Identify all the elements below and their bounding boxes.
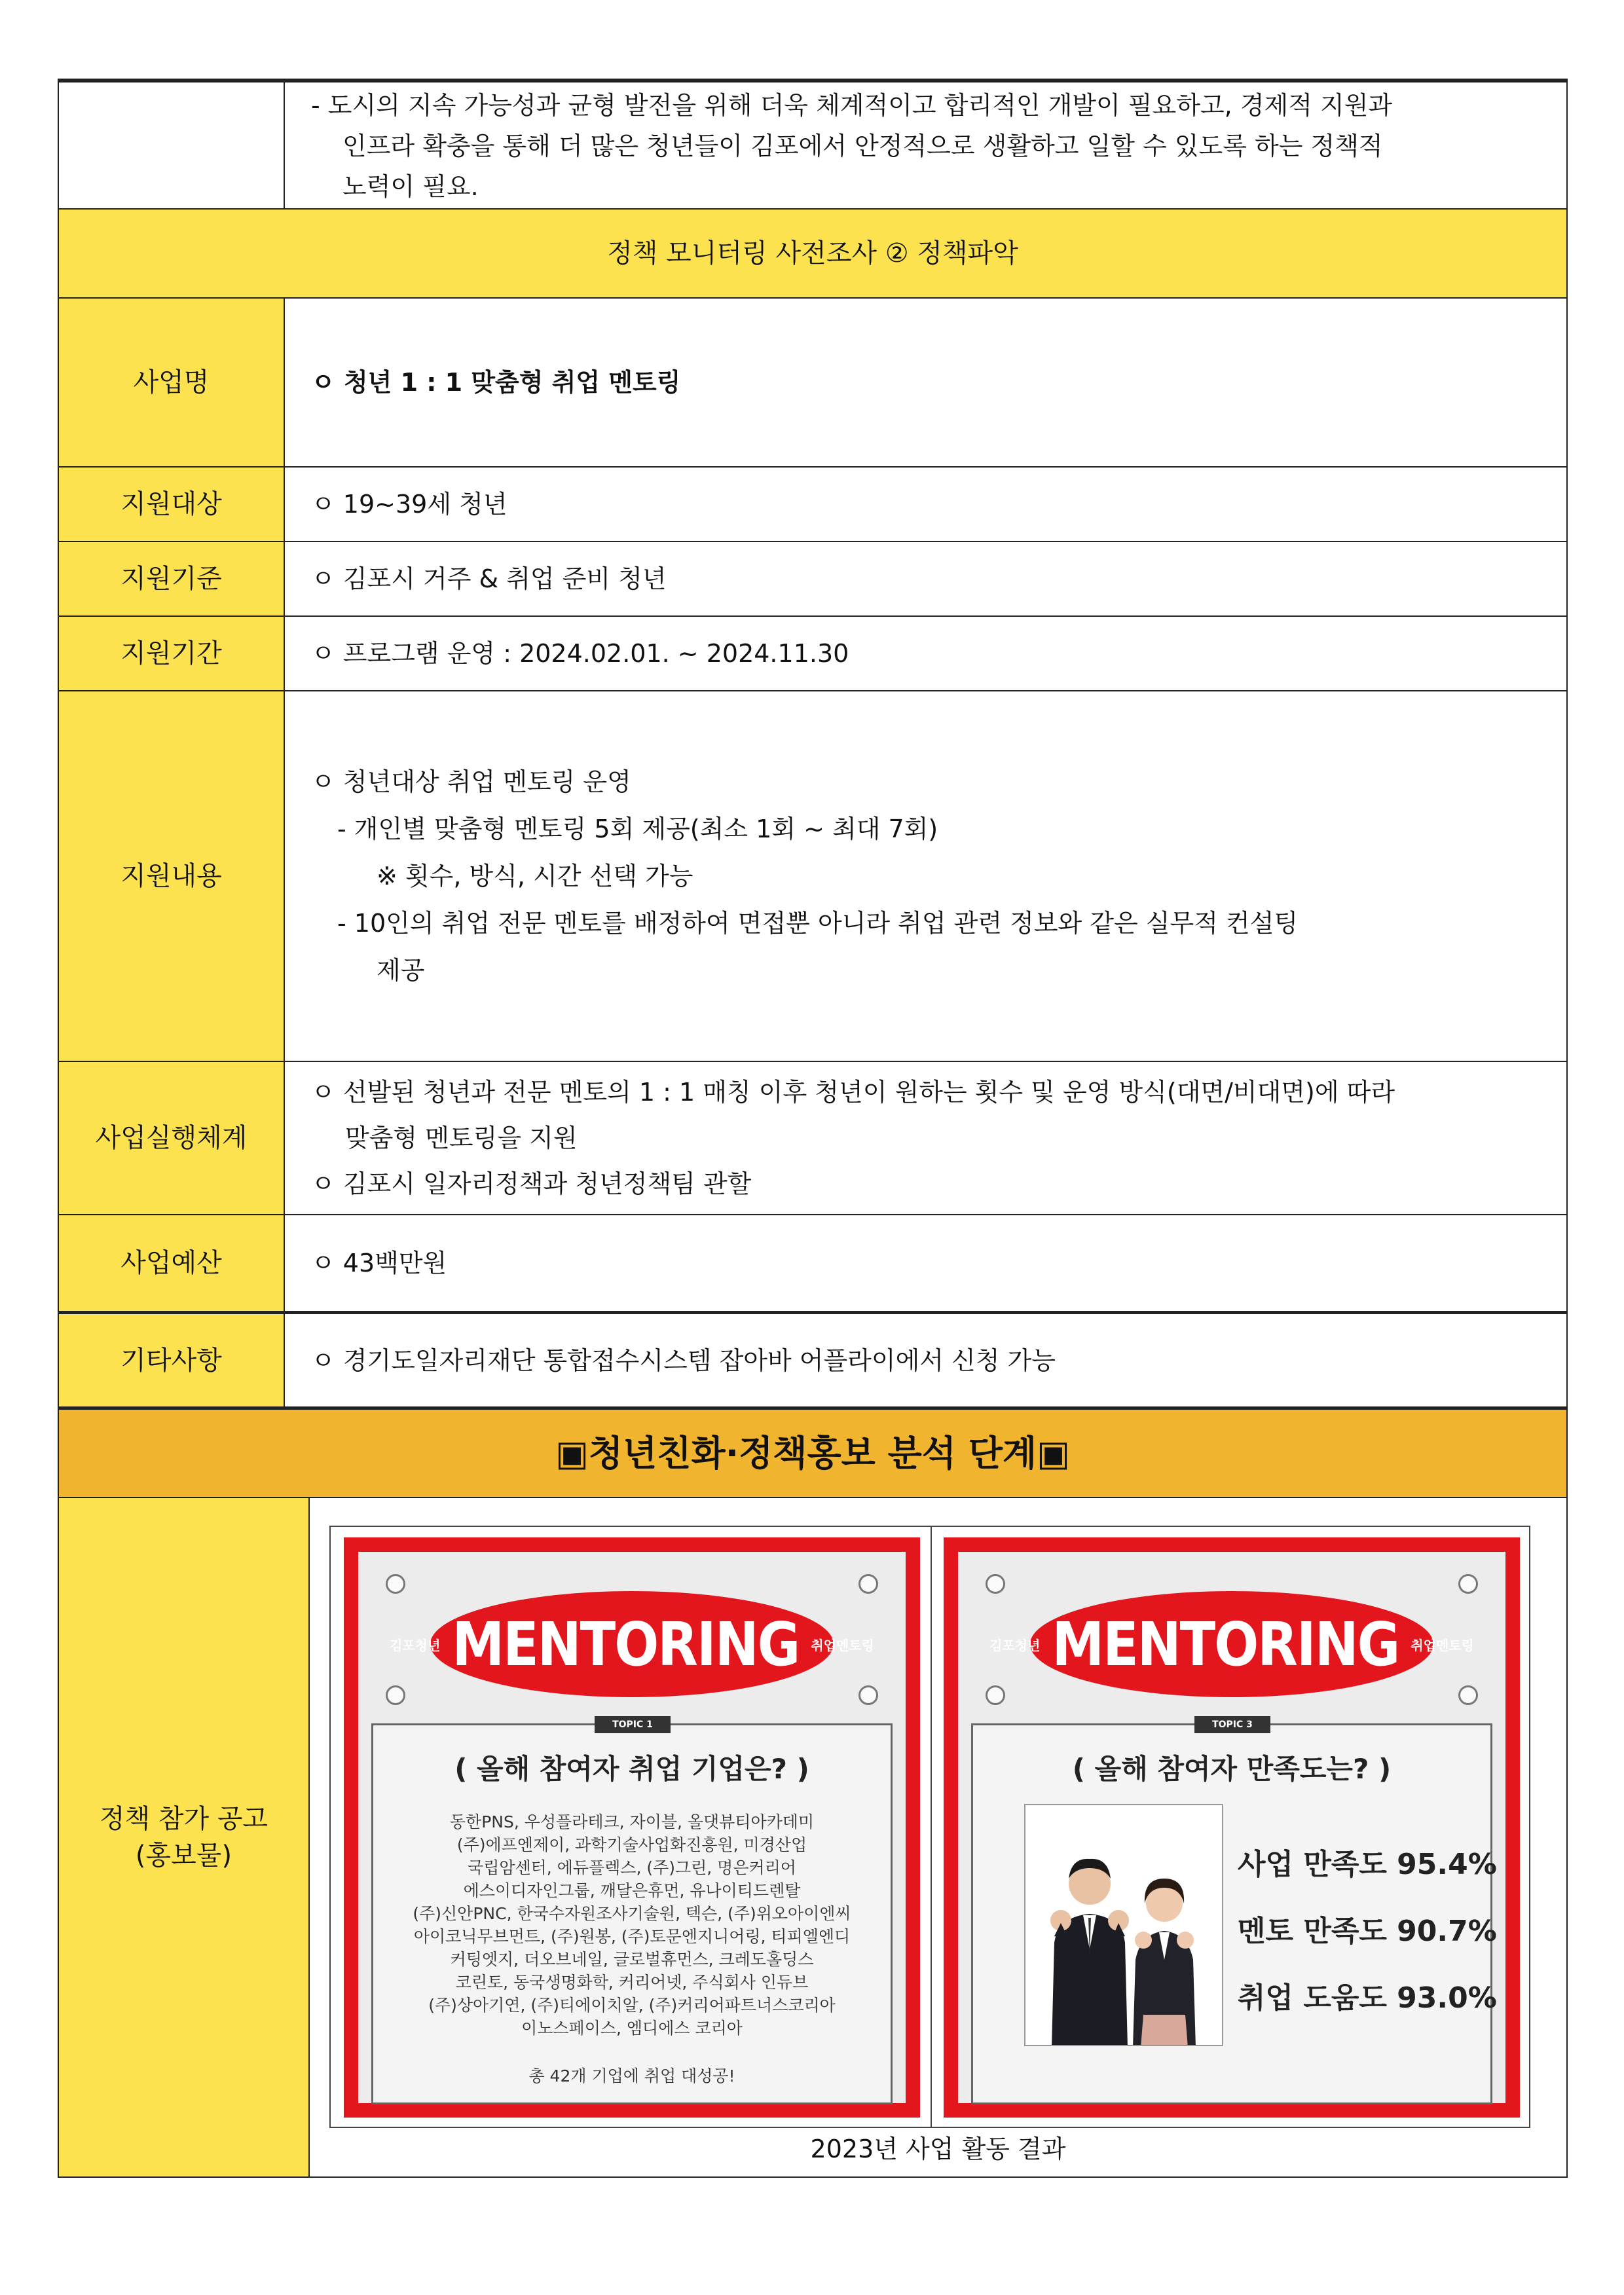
row-content-project-name [284,297,1568,468]
poster-frame-divider [931,1527,932,2127]
row-content-target [284,466,1568,542]
poster-left-panel [371,1719,893,2104]
row-label-text: 지원대상 [120,489,222,519]
poster-left-title: ( 올해 참여자 취업 기업은? ) [454,1753,809,1785]
row-label-etc [58,1311,285,1408]
row-label-execution [58,1061,285,1215]
poster-left-footer: 총 42개 기업에 취업 대성공! [528,2066,735,2085]
hole-icon [1458,1574,1478,1594]
project-name: ㅇ 청년 1 : 1 맞춤형 취업 멘토링 [311,368,681,397]
poster-left-inner [358,1552,906,2103]
row-label-target [58,466,285,542]
poster-frame [329,1526,1530,2128]
promo-label-line: 정책 참가 공고 [99,1804,268,1834]
company-line: 커팅엣지, 더오브네일, 글로벌휴먼스, 크레도홀딩스 [450,1950,814,1969]
promo-header [58,1406,1568,1498]
row-label-text: 사업명 [133,367,210,397]
row-label-criteria [58,541,285,617]
topic-badge: TOPIC 1 [595,1716,671,1733]
target-text: ㅇ 19~39세 청년 [311,490,507,519]
execution-line: ㅇ 김포시 일자리정책과 청년정책팀 관할 [311,1169,752,1198]
row-label-support-content [58,690,285,1062]
stat-business-satisfaction: 사업 만족도 95.4% [1238,1848,1497,1881]
row-content-period [284,615,1568,691]
company-line: 이노스페이스, 엠디에스 코리아 [521,2019,743,2038]
brand-left: 김포청년 [989,1637,1041,1653]
support-line: ※ 횟수, 방식, 시간 선택 가능 [377,862,693,890]
stat-employment-help: 취업 도움도 93.0% [1238,1981,1497,2015]
hole-icon [386,1574,405,1594]
company-line: 아이코닉무브먼트, (주)원봉, (주)토문엔지니어링, 티피엘엔디 [413,1927,851,1946]
etc-text: ㅇ 경기도일자리재단 통합접수시스템 잡아바 어플라이에서 신청 가능 [311,1346,1056,1375]
company-line: 코린토, 동국생명화학, 커리어넷, 주식회사 인듀브 [455,1973,809,1992]
hole-icon [858,1685,878,1705]
row-label-text: 사업예산 [120,1248,222,1278]
company-line: 동한PNS, 우성플라테크, 자이블, 올댓뷰티아카데미 [449,1812,815,1831]
promo-label-cell [58,1497,310,2178]
company-line: (주)에프엔제이, 과학기술사업화진흥원, 미경산업 [456,1835,807,1854]
criteria-text: ㅇ 김포시 거주 & 취업 준비 청년 [311,564,667,593]
row-label-period [58,615,285,691]
brand-left: 김포청년 [390,1637,441,1653]
row-label-budget [58,1214,285,1312]
people-illustration [1025,1805,1223,2046]
row-content-execution [284,1061,1568,1215]
company-line: (주)신안PNC, 한국수자원조사기술원, 텍슨, (주)위오아이엔씨 [413,1904,851,1923]
brand-main: MENTORING [1052,1609,1399,1680]
support-line: 제공 [377,956,425,985]
mentoring-logo [989,1591,1474,1697]
execution-line: ㅇ 선발된 청년과 전문 멘토의 1 : 1 매칭 이후 청년이 원하는 횟수 및 운영 방식(대면/비대면)에 따라 [311,1078,1395,1107]
row-content-etc [284,1311,1568,1408]
continuation-line: 노력이 필요. [342,172,479,201]
section-title [58,208,1568,299]
row-content-criteria [284,541,1568,617]
continuation-line: - 도시의 지속 가능성과 균형 발전을 위해 더욱 체계적이고 합리적인 개발이 필요하고, 경제적 지원과 [311,91,1393,120]
young-professionals-photo [1024,1804,1223,2046]
support-line: ㅇ 청년대상 취업 멘토링 운영 [311,767,631,796]
company-list [373,1810,891,2040]
topic-badge: TOPIC 3 [1194,1716,1270,1733]
promo-header-text: ▣청년친화·정책홍보 분석 단계▣ [555,1432,1071,1474]
period-text: ㅇ 프로그램 운영 : 2024.02.01. ~ 2024.11.30 [311,639,849,668]
row-label-text: 기타사항 [120,1345,222,1376]
poster-right-inner [958,1552,1505,2103]
company-line: 에스이디자인그룹, 깨달은휴먼, 유나이티드렌탈 [463,1881,801,1900]
budget-text: ㅇ 43백만원 [311,1249,447,1277]
row-label-text: 지원기준 [120,564,222,594]
hole-icon [386,1685,405,1705]
brand-main: MENTORING [452,1609,800,1680]
poster-right-panel [971,1719,1497,2104]
poster-left [344,1537,920,2118]
top-left-empty-cell [58,81,285,210]
row-content-support-content [284,690,1568,1062]
top-continuation-cell [284,81,1568,210]
stat-mentor-satisfaction: 멘토 만족도 90.7% [1238,1915,1497,1948]
row-label-text: 지원내용 [120,861,222,891]
section-title-text: 정책 모니터링 사전조사 ② 정책파악 [607,238,1018,268]
brand-right: 취업멘토링 [811,1637,874,1653]
poster-right-title: ( 올해 참여자 만족도는? ) [1072,1753,1392,1785]
support-line: - 개인별 맞춤형 멘토링 5회 제공(최소 1회 ~ 최대 7회) [337,815,938,843]
brand-right: 취업멘토링 [1411,1637,1474,1653]
caption: 2023년 사업 활동 결과 [810,2135,1066,2163]
company-line: (주)상아기연, (주)티에이치알, (주)커리어파트너스코리아 [428,1996,836,2015]
hole-icon [986,1685,1005,1705]
hole-icon [858,1574,878,1594]
mentoring-logo [390,1591,874,1697]
continuation-line: 인프라 확충을 통해 더 많은 청년들이 김포에서 안정적으로 생활하고 일할 수 있도록 하는 정책적 [342,132,1383,160]
promo-content-cell [308,1497,1568,2178]
row-label-project-name [58,297,285,468]
hole-icon [1458,1685,1478,1705]
row-content-budget [284,1214,1568,1312]
row-label-text: 사업실행체계 [95,1123,248,1153]
execution-line: 맞춤형 멘토링을 지원 [345,1124,578,1152]
row-label-text: 지원기간 [120,638,222,669]
poster-right [944,1537,1520,2118]
promo-label-line: (홍보물) [135,1841,232,1871]
hole-icon [986,1574,1005,1594]
support-line: - 10인의 취업 전문 멘토를 배정하여 면접뿐 아니라 취업 관련 정보와 같은 실무적 컨설팅 [337,909,1299,938]
continuation-text [311,85,1392,207]
company-line: 국립암센터, 에듀플렉스, (주)그린, 명은커리어 [468,1858,796,1877]
